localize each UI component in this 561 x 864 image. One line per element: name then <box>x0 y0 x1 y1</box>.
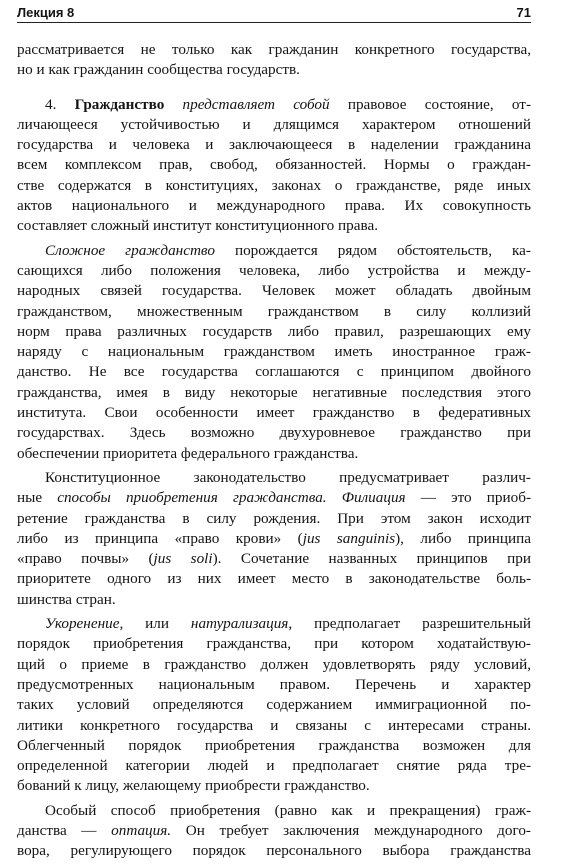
text-line <box>17 444 531 464</box>
text-line <box>17 590 531 610</box>
text-line <box>17 95 531 115</box>
text-line <box>17 362 531 382</box>
text-line <box>17 801 531 821</box>
text-line <box>17 736 531 756</box>
text-run: актов национального и международного права. Их совокупность <box>17 197 531 215</box>
text-run: 4. <box>45 95 75 113</box>
text-line <box>17 40 531 60</box>
lecture-label: Лекция 8 <box>17 5 75 20</box>
text-line <box>17 302 531 322</box>
text-run: но и как гражданин сообщества государств. <box>17 61 300 79</box>
text-line <box>17 155 531 175</box>
paragraph-spacer <box>17 81 531 95</box>
text-run: данства — <box>17 821 112 839</box>
text-line <box>17 468 531 488</box>
running-header <box>17 2 531 23</box>
text-line <box>17 342 531 362</box>
text-run: вора, регулирующего порядок персонального выбора гражданства <box>17 842 531 860</box>
text-line <box>17 614 531 634</box>
text-line <box>17 549 531 569</box>
text-run: стве содержатся в конституциях, законах о гражданстве, ряде иных <box>17 176 531 194</box>
text-line <box>17 135 531 155</box>
text-line <box>17 716 531 736</box>
text-run: ). Сочетание названных принципов при <box>212 550 531 568</box>
text-run: порядок приобретения гражданства, при котором ходатайствую- <box>17 635 531 653</box>
text-line <box>17 821 531 841</box>
text-line <box>17 655 531 675</box>
text-run: рассматривается не только как гражданин конкретного государства, <box>17 41 531 58</box>
text-run: народных связей государства. Человек может обладать двойным <box>17 282 531 300</box>
text-run: оптация. <box>111 821 172 839</box>
page-number: 71 <box>516 5 531 20</box>
text-line <box>17 675 531 695</box>
text-line <box>17 423 531 443</box>
text-run: Он требует заключения международного дого- <box>171 821 531 839</box>
text-run: Конституционное законодательство предусматривает различ- <box>45 468 531 486</box>
text-run: jus sanguinis <box>302 529 396 547</box>
text-run: приоритете одного из них имеет место в законодательстве боль- <box>17 570 531 588</box>
text-run: шинства стран. <box>17 590 116 608</box>
text-run: Укоренение, <box>45 615 124 633</box>
text-line <box>17 261 531 281</box>
text-line <box>17 841 531 861</box>
text-run: составляет сложный институт конституционного права. <box>17 217 379 235</box>
text-line <box>17 60 531 80</box>
paragraph <box>17 95 531 237</box>
text-line <box>17 322 531 342</box>
text-line <box>17 115 531 135</box>
text-run: гражданством, множественным гражданством в силу коллизий <box>17 302 531 320</box>
text-run: данство. Не все государства соглашаются с принципом двойного <box>17 363 531 381</box>
text-run: либо из принципа «право крови» ( <box>17 529 303 547</box>
text-run: «право почвы» ( <box>17 550 154 568</box>
text-run: натурализация, <box>190 615 293 633</box>
text-line <box>17 756 531 776</box>
text-run: jus soli <box>153 550 213 568</box>
text-run: ), либо принципа <box>395 529 531 547</box>
text-run: порождается рядом обстоятельств, ка- <box>214 241 531 259</box>
text-run: личающееся устойчивостью и длящимся характером отношений <box>17 115 531 133</box>
text-line <box>17 216 531 236</box>
text-line <box>17 403 531 423</box>
text-run <box>164 96 182 113</box>
text-run: всем комплексом прав, свобод, обязанностей. Нормы о граждан- <box>17 156 531 174</box>
paragraph <box>17 614 531 797</box>
text-run: Особый способ приобретения (равно как и прекращения) граж- <box>45 801 531 819</box>
text-run: ретение гражданства в силу рождения. При этом закон исходит <box>17 509 531 527</box>
text-run: представляет собой <box>182 95 330 113</box>
text-run: бований к лицу, желающему приобрести гражданство. <box>17 777 370 795</box>
text-run: таких условий определяются содержанием иммиграционной по- <box>17 696 531 714</box>
text-run: государства и человека и заключающееся в наделении гражданина <box>17 136 531 154</box>
text-run: литики конкретного государства и связаны с интересами страны. <box>17 716 531 734</box>
text-line <box>17 529 531 549</box>
text-line <box>17 695 531 715</box>
paragraph <box>17 801 531 862</box>
text-run: щий о приеме в гражданство должен удовлетворять ряду условий, <box>17 655 531 673</box>
text-line <box>17 281 531 301</box>
text-run: предусмотренных национальным правом. Перечень и характер <box>17 675 531 693</box>
text-run: Гражданство <box>74 95 165 113</box>
text-run: правовое состояние, от- <box>329 95 532 113</box>
text-run: — это приоб- <box>405 489 531 507</box>
text-line <box>17 488 531 508</box>
text-run: гражданства, имея в виду некоторые негативные последствия этого <box>17 383 531 401</box>
text-run: сающихся либо положения человека, либо устройства и между- <box>17 261 531 279</box>
text-run: Облегченный порядок приобретения гражданства возможен для <box>17 736 531 754</box>
text-run: или <box>123 615 191 633</box>
paragraph <box>17 40 531 81</box>
text-run: наряду с национальным гражданством иметь иностранное граж- <box>17 343 531 361</box>
text-run: определенной категории людей и предполагает снятие ряда тре- <box>17 757 531 775</box>
paragraph <box>17 241 531 464</box>
text-run: предполагает разрешительный <box>292 615 531 633</box>
text-line <box>17 383 531 403</box>
text-line <box>17 634 531 654</box>
text-run: института. Свои особенности имеет гражданство в федеративных <box>17 404 531 422</box>
page-body <box>17 40 531 862</box>
text-run: норм права различных государств либо правил, разрешающих ему <box>17 322 531 340</box>
text-line <box>17 509 531 529</box>
text-line <box>17 776 531 796</box>
text-run: способы приобретения гражданства. Филиация <box>57 489 406 507</box>
text-line <box>17 196 531 216</box>
text-line <box>17 241 531 261</box>
text-run: государствах. Здесь возможно двухуровневое гражданство при <box>17 424 531 442</box>
paragraph <box>17 468 531 610</box>
text-run: ные <box>17 489 58 507</box>
text-run: Сложное гражданство <box>45 241 215 259</box>
text-line <box>17 569 531 589</box>
text-run: обеспечении приоритета федерального гражданства. <box>17 444 359 462</box>
text-line <box>17 176 531 196</box>
